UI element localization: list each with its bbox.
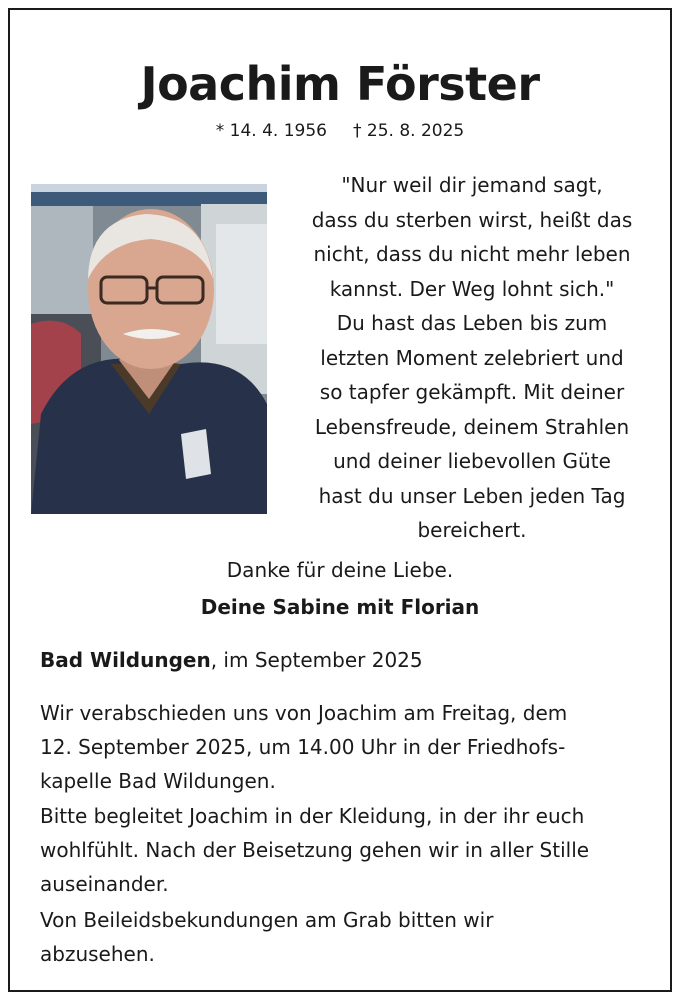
paragraph-line: wohlfühlt. Nach der Beisetzung gehen wir in aller Stille xyxy=(40,838,590,862)
paragraph-line: Bitte begleitet Joachim in der Kleidung, in der ihr euch xyxy=(40,804,585,828)
quote-line: Du hast das Leben bis zum xyxy=(336,311,608,335)
condolence-paragraph xyxy=(40,903,650,971)
quote-line: kannst. Der Weg lohnt sich." xyxy=(329,276,615,301)
quote-line: Lebensfreude, deinem Strahlen xyxy=(314,414,630,439)
signature: Deine Sabine mit Florian xyxy=(200,595,480,619)
place-date-line xyxy=(40,645,423,675)
quote-line: dass du sterben wirst, heißt das xyxy=(311,207,633,232)
thanks-line: Danke für deine Liebe. xyxy=(226,558,454,582)
funeral-info-paragraph xyxy=(40,696,650,798)
quote-line: bereichert. xyxy=(417,518,527,542)
place-name: Bad Wildungen xyxy=(40,648,211,672)
birth-date: * 14. 4. 1956 xyxy=(215,121,327,141)
death-date: † 25. 8. 2025 xyxy=(353,121,465,141)
date-text: , im September 2025 xyxy=(210,648,423,672)
quote-line: nicht, dass du nicht mehr leben xyxy=(313,242,631,266)
paragraph-line: abzusehen. xyxy=(40,942,155,966)
memorial-quote xyxy=(282,168,662,548)
quote-line: letzten Moment zelebriert und xyxy=(320,345,624,370)
paragraph-line: auseinander. xyxy=(40,872,169,896)
deceased-name: Joachim Förster xyxy=(140,57,540,111)
quote-line: und deiner liebevollen Güte xyxy=(333,449,611,473)
paragraph-line: Wir verabschieden uns von Joachim am Freitag, dem xyxy=(40,701,568,725)
portrait-photo xyxy=(31,184,267,514)
life-dates xyxy=(0,120,680,142)
quote-line: "Nur weil dir jemand sagt, xyxy=(341,173,603,197)
paragraph-line: Von Beileidsbekundungen am Grab bitten wir xyxy=(40,908,494,932)
quote-line: so tapfer gekämpft. Mit deiner xyxy=(319,380,625,404)
paragraph-line: kapelle Bad Wildungen. xyxy=(40,769,276,793)
dress-code-paragraph xyxy=(40,799,650,901)
quote-line: hast du unser Leben jeden Tag xyxy=(318,483,626,508)
paragraph-line: 12. September 2025, um 14.00 Uhr in der Friedhofs- xyxy=(40,735,566,759)
